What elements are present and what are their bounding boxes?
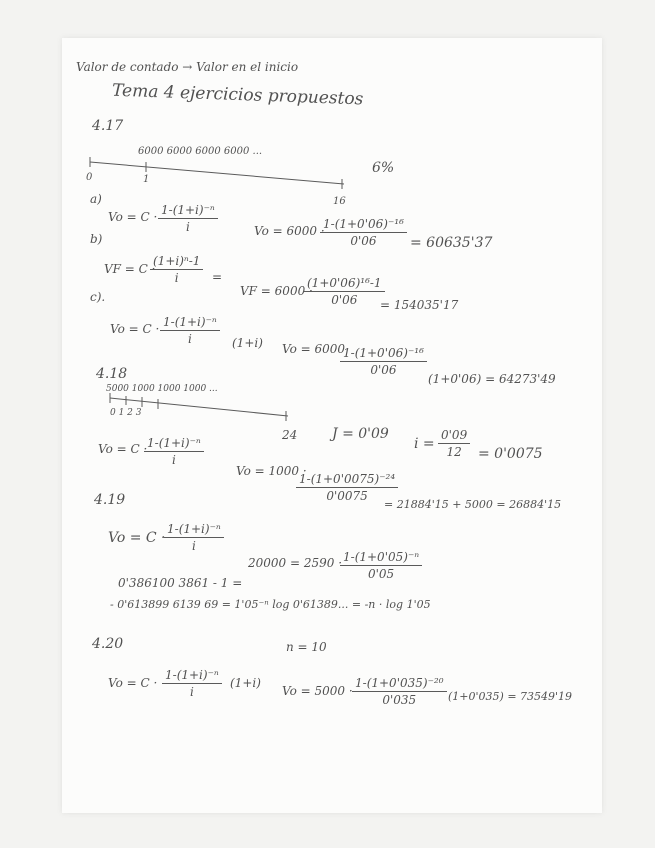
calc-4-20-den: 0'035 bbox=[382, 693, 417, 707]
step-4-19-1: 0'386100 3861 - 1 = bbox=[118, 576, 243, 590]
calc-4-18-den: 0'0075 bbox=[326, 489, 368, 503]
formula-4-18-fraction bbox=[144, 436, 204, 467]
formula-c-tail: (1+i) bbox=[232, 336, 263, 350]
part-a-label: a) bbox=[90, 192, 102, 206]
calc-b-result: = 154035'17 bbox=[380, 298, 459, 312]
formula-b-fraction bbox=[150, 254, 203, 285]
exercise-label-4-18: 4.18 bbox=[96, 366, 128, 382]
calc-a-den: 0'06 bbox=[350, 234, 377, 248]
page-title: Tema 4 ejercicios propuestos bbox=[111, 80, 364, 110]
timeline-4-17 bbox=[88, 160, 348, 190]
calc-4-19-num: 1-(1+0'05)⁻ⁿ bbox=[340, 550, 422, 566]
formula-4-20-lhs: Vo = C · bbox=[108, 676, 158, 690]
formula-b-num: (1+i)ⁿ-1 bbox=[150, 254, 203, 270]
formula-b-equals: = bbox=[212, 270, 223, 284]
calc-4-20-lhs: Vo = 5000 · bbox=[282, 684, 353, 698]
timeline-4-18-end: 24 bbox=[282, 428, 298, 442]
formula-b-den: i bbox=[174, 271, 179, 285]
timeline-period-one: 1 bbox=[143, 174, 150, 185]
calc-4-19-den: 0'05 bbox=[367, 567, 395, 581]
nominal-rate: J = 0'09 bbox=[332, 426, 389, 442]
formula-a-den: i bbox=[185, 220, 190, 234]
timeline-values: 6000 6000 6000 6000 ... bbox=[138, 146, 263, 157]
calc-4-19-fraction bbox=[340, 550, 422, 581]
formula-4-19-lhs: Vo = C · bbox=[108, 530, 166, 546]
rate-label: 6% bbox=[372, 160, 395, 176]
periodic-rate-den: 12 bbox=[446, 445, 462, 459]
header-subtitle: Valor de contado → Valor en el inicio bbox=[76, 60, 299, 74]
timeline-4-18-ticks: 0 1 2 3 bbox=[110, 408, 142, 418]
formula-c-lhs: Vo = C · bbox=[110, 322, 160, 336]
timeline-4-18-values: 5000 1000 1000 1000 ... bbox=[106, 384, 218, 394]
calc-a-num: 1-(1+0'06)⁻¹⁶ bbox=[320, 217, 407, 233]
calc-a-result: = 60635'37 bbox=[410, 235, 493, 251]
formula-4-19-num: 1-(1+i)⁻ⁿ bbox=[164, 522, 224, 538]
periodic-rate-fraction bbox=[438, 428, 470, 459]
calc-4-20-fraction bbox=[352, 676, 447, 707]
calc-c-den: 0'06 bbox=[370, 363, 397, 377]
formula-4-20-num: 1-(1+i)⁻ⁿ bbox=[162, 668, 222, 684]
calc-4-18-num: 1-(1+0'0075)⁻²⁴ bbox=[296, 472, 398, 488]
exercise-label-4-19: 4.19 bbox=[94, 492, 126, 508]
calc-b-lhs: VF = 6000 · bbox=[240, 284, 313, 298]
formula-4-20-tail: (1+i) bbox=[230, 676, 261, 690]
formula-c-den: i bbox=[187, 332, 192, 346]
calc-b-num: (1+0'06)¹⁶-1 bbox=[304, 276, 385, 292]
part-b-label: b) bbox=[90, 232, 103, 246]
calc-b-den: 0'06 bbox=[331, 293, 358, 307]
calc-a-fraction bbox=[320, 217, 407, 248]
timeline-start: 0 bbox=[86, 172, 93, 183]
formula-c-fraction bbox=[160, 315, 220, 346]
calc-c-fraction bbox=[340, 346, 427, 377]
formula-4-18-lhs: Vo = C · bbox=[98, 442, 148, 456]
calc-4-19-lhs: 20000 = 2590 · bbox=[248, 556, 343, 570]
n-result: n = 10 bbox=[286, 640, 327, 654]
formula-4-19-fraction bbox=[164, 522, 224, 553]
calc-b-fraction bbox=[304, 276, 385, 307]
formula-4-18-den: i bbox=[171, 453, 176, 467]
formula-4-19-den: i bbox=[191, 539, 196, 553]
step-4-19-2: - 0'613899 6139 69 = 1'05⁻ⁿ log 0'61389... = -n · log 1'05 bbox=[110, 598, 431, 611]
exercise-label-4-20: 4.20 bbox=[92, 636, 124, 652]
calc-4-20-result: (1+0'035) = 73549'19 bbox=[448, 690, 573, 703]
timeline-end: 16 bbox=[333, 196, 346, 207]
formula-a-fraction bbox=[158, 203, 218, 234]
calc-4-18-lhs: Vo = 1000 · bbox=[236, 464, 307, 478]
periodic-rate-lhs: i = bbox=[414, 436, 435, 452]
formula-a-lhs: Vo = C · bbox=[108, 210, 158, 224]
periodic-rate-num: 0'09 bbox=[438, 428, 470, 444]
calc-c-lhs: Vo = 6000 bbox=[282, 342, 346, 356]
formula-a-num: 1-(1+i)⁻ⁿ bbox=[158, 203, 218, 219]
formula-4-20-den: i bbox=[189, 685, 194, 699]
formula-c-num: 1-(1+i)⁻ⁿ bbox=[160, 315, 220, 331]
calc-c-num: 1-(1+0'06)⁻¹⁶ bbox=[340, 346, 427, 362]
formula-b-lhs: VF = C · bbox=[104, 262, 156, 276]
periodic-rate-result: = 0'0075 bbox=[478, 446, 543, 462]
part-c-label: c). bbox=[90, 290, 106, 304]
calc-4-18-result: = 21884'15 + 5000 = 26884'15 bbox=[384, 498, 562, 511]
calc-4-18-fraction bbox=[296, 472, 398, 503]
calc-4-20-num: 1-(1+0'035)⁻²⁰ bbox=[352, 676, 447, 692]
calc-a-lhs: Vo = 6000 · bbox=[254, 224, 325, 238]
formula-4-20-fraction bbox=[162, 668, 222, 699]
formula-4-18-num: 1-(1+i)⁻ⁿ bbox=[144, 436, 204, 452]
calc-c-result: (1+0'06) = 64273'49 bbox=[428, 372, 556, 386]
exercise-label-4-17: 4.17 bbox=[92, 118, 124, 134]
